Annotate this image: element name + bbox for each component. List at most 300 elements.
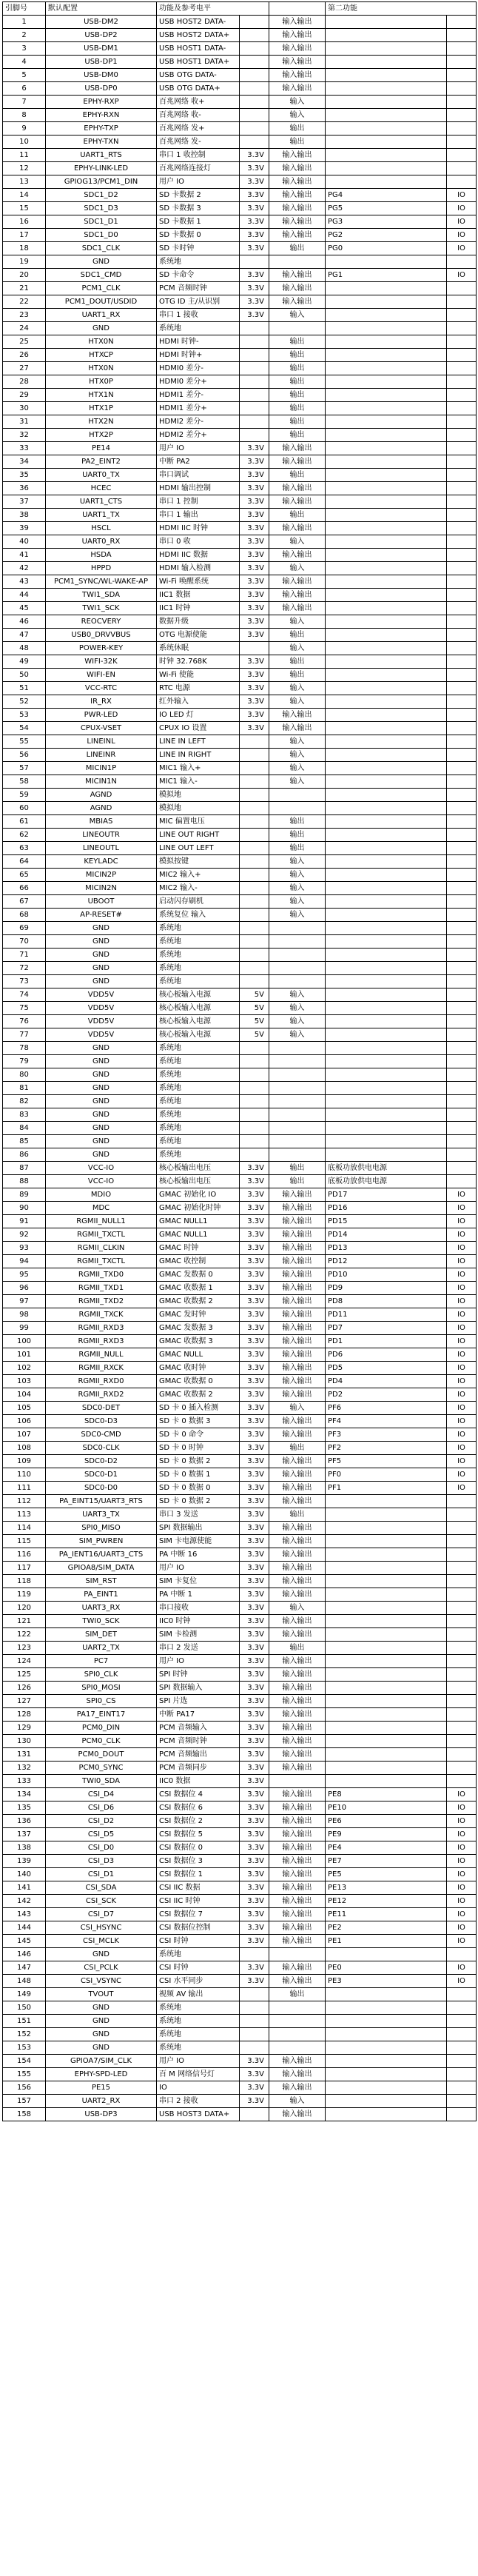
direction: 输入	[269, 735, 326, 749]
pin-number: 24	[3, 322, 46, 335]
direction	[269, 1095, 326, 1108]
function-desc: 系统地	[157, 1068, 240, 1082]
function-desc: HDMI1 差分-	[157, 389, 240, 402]
direction: 输入输出	[269, 1228, 326, 1242]
direction: 输入输出	[269, 1828, 326, 1841]
alt-function	[326, 789, 447, 802]
default-config: SDC1_D3	[46, 202, 157, 215]
function-desc: 系统地	[157, 1082, 240, 1095]
default-config: EPHY-RXN	[46, 109, 157, 122]
function-desc: 串口调试	[157, 469, 240, 482]
direction	[269, 1108, 326, 1122]
alt-io: IO	[447, 1282, 477, 1295]
default-config: CSI_SCK	[46, 1895, 157, 1908]
alt-io	[447, 669, 477, 682]
alt-function	[326, 722, 447, 735]
function-desc: GMAC 发数据 3	[157, 1322, 240, 1335]
function-desc: GMAC 收数据 1	[157, 1282, 240, 1295]
alt-function: PG0	[326, 242, 447, 255]
function-desc: USB OTG DATA-	[157, 69, 240, 82]
voltage: 3.3V	[240, 709, 269, 722]
voltage: 3.3V	[240, 1322, 269, 1335]
alt-io: IO	[447, 1322, 477, 1335]
voltage	[240, 335, 269, 349]
pin-number: 115	[3, 1535, 46, 1548]
alt-function: PF3	[326, 1428, 447, 1442]
function-desc: 串口 1 收控制	[157, 149, 240, 162]
table-row	[3, 962, 477, 975]
voltage: 3.3V	[240, 1335, 269, 1348]
direction: 输入输出	[269, 1522, 326, 1535]
default-config: TWI0_SDA	[46, 1775, 157, 1788]
table-row	[3, 655, 477, 669]
direction: 输出	[269, 655, 326, 669]
default-config: USB-DM0	[46, 69, 157, 82]
alt-function: PD6	[326, 1348, 447, 1362]
table-row	[3, 1402, 477, 1415]
direction: 输入输出	[269, 1322, 326, 1335]
alt-io	[447, 42, 477, 56]
function-desc: 核心板输入电源	[157, 1028, 240, 1042]
default-config: CSI_D3	[46, 1855, 157, 1868]
pin-number: 108	[3, 1442, 46, 1455]
default-config: HTXCP	[46, 349, 157, 362]
alt-io: IO	[447, 1841, 477, 1855]
default-config: UBOOT	[46, 895, 157, 909]
direction: 输入	[269, 749, 326, 762]
function-desc: 模拟按键	[157, 855, 240, 869]
function-desc: SD 卡 0 数据 1	[157, 1468, 240, 1482]
function-desc: HDMI1 差分+	[157, 402, 240, 415]
pin-number: 46	[3, 615, 46, 629]
direction: 输出	[269, 429, 326, 442]
pin-number: 154	[3, 2055, 46, 2068]
voltage	[240, 402, 269, 415]
direction	[269, 789, 326, 802]
default-config: PE15	[46, 2081, 157, 2095]
default-config: RGMII_TXD2	[46, 1295, 157, 1308]
alt-function: PD12	[326, 1255, 447, 1268]
pin-number: 25	[3, 335, 46, 349]
pin-number: 49	[3, 655, 46, 669]
direction: 输入	[269, 615, 326, 629]
voltage	[240, 322, 269, 335]
voltage: 3.3V	[240, 1428, 269, 1442]
function-desc: 串口 3 发送	[157, 1508, 240, 1522]
function-desc: CSI 数据位控制	[157, 1921, 240, 1935]
direction: 输入输出	[269, 1615, 326, 1628]
default-config: VCC-IO	[46, 1162, 157, 1175]
header-pin: 引脚号	[3, 2, 46, 16]
table-row	[3, 1455, 477, 1468]
alt-function	[326, 1082, 447, 1095]
table-row	[3, 1095, 477, 1108]
pin-number: 13	[3, 175, 46, 189]
alt-function	[326, 669, 447, 682]
direction: 输入输出	[269, 1935, 326, 1948]
direction	[269, 255, 326, 269]
default-config: USB-DP1	[46, 56, 157, 69]
voltage: 3.3V	[240, 1801, 269, 1815]
direction: 输入输出	[269, 1255, 326, 1268]
alt-io	[447, 415, 477, 429]
alt-io: IO	[447, 1415, 477, 1428]
alt-function: PE4	[326, 1841, 447, 1855]
alt-function: PE13	[326, 1881, 447, 1895]
pin-number: 96	[3, 1282, 46, 1295]
function-desc: GMAC 发时钟	[157, 1308, 240, 1322]
alt-io	[447, 722, 477, 735]
function-desc: 红外输入	[157, 695, 240, 709]
voltage: 3.3V	[240, 1562, 269, 1575]
function-desc: HDMI IIC 数据	[157, 549, 240, 562]
direction: 输出	[269, 1162, 326, 1175]
table-row	[3, 2055, 477, 2068]
alt-io: IO	[447, 1468, 477, 1482]
direction: 输出	[269, 136, 326, 149]
alt-function	[326, 42, 447, 56]
pin-number: 155	[3, 2068, 46, 2081]
pin-number: 19	[3, 255, 46, 269]
table-row	[3, 2108, 477, 2121]
voltage	[240, 895, 269, 909]
direction: 输入输出	[269, 1682, 326, 1695]
alt-io	[447, 1615, 477, 1628]
table-row	[3, 1428, 477, 1442]
direction	[269, 802, 326, 815]
pin-number: 23	[3, 309, 46, 322]
default-config: MICIN2N	[46, 882, 157, 895]
alt-function	[326, 909, 447, 922]
alt-io: IO	[447, 242, 477, 255]
table-row	[3, 589, 477, 602]
alt-function	[326, 2068, 447, 2081]
default-config: VDD5V	[46, 988, 157, 1002]
pin-number: 36	[3, 482, 46, 495]
table-row	[3, 1508, 477, 1522]
voltage: 3.3V	[240, 575, 269, 589]
default-config: SPI0_CLK	[46, 1668, 157, 1682]
default-config: PCM0_DOUT	[46, 1748, 157, 1762]
voltage	[240, 1948, 269, 1961]
voltage: 3.3V	[240, 602, 269, 615]
pin-number: 91	[3, 1215, 46, 1228]
table-header-row	[3, 2, 477, 16]
table-row	[3, 1495, 477, 1508]
default-config: LINEOUTL	[46, 842, 157, 855]
alt-io: IO	[447, 1362, 477, 1375]
alt-function: PE2	[326, 1921, 447, 1935]
alt-function	[326, 362, 447, 375]
table-row	[3, 1961, 477, 1975]
direction: 输出	[269, 829, 326, 842]
function-desc: 系统地	[157, 2041, 240, 2055]
voltage	[240, 1068, 269, 1082]
default-config: GPIOA7/SIM_CLK	[46, 2055, 157, 2068]
alt-io	[447, 935, 477, 949]
default-config: GND	[46, 1148, 157, 1162]
alt-function	[326, 122, 447, 136]
pin-number: 72	[3, 962, 46, 975]
direction: 输入输出	[269, 722, 326, 735]
alt-io	[447, 949, 477, 962]
alt-function: PD15	[326, 1215, 447, 1228]
direction	[269, 2015, 326, 2028]
default-config: SDC0-D3	[46, 1415, 157, 1428]
alt-io	[447, 2108, 477, 2121]
alt-function	[326, 349, 447, 362]
default-config: HCEC	[46, 482, 157, 495]
table-row	[3, 282, 477, 295]
alt-io	[447, 1068, 477, 1082]
default-config: HTX0N	[46, 362, 157, 375]
voltage: 3.3V	[240, 309, 269, 322]
alt-io	[447, 988, 477, 1002]
alt-function: PD4	[326, 1375, 447, 1388]
direction: 输入输出	[269, 709, 326, 722]
table-row	[3, 975, 477, 988]
voltage	[240, 922, 269, 935]
function-desc: 串口接收	[157, 1602, 240, 1615]
default-config: CSI_SDA	[46, 1881, 157, 1895]
alt-function	[326, 255, 447, 269]
alt-function	[326, 335, 447, 349]
direction: 输入输出	[269, 1895, 326, 1908]
voltage: 3.3V	[240, 1468, 269, 1482]
alt-io: IO	[447, 1388, 477, 1402]
alt-io	[447, 149, 477, 162]
alt-io: IO	[447, 1455, 477, 1468]
pin-number: 114	[3, 1522, 46, 1535]
direction	[269, 1148, 326, 1162]
direction: 输出	[269, 842, 326, 855]
pin-number: 67	[3, 895, 46, 909]
pin-number: 98	[3, 1308, 46, 1322]
default-config: CPUX-VSET	[46, 722, 157, 735]
table-row	[3, 469, 477, 482]
default-config: CSI_MCLK	[46, 1935, 157, 1948]
function-desc: PCM 音频输入	[157, 1722, 240, 1735]
function-desc: GMAC 初始化 IO	[157, 1188, 240, 1202]
pin-number: 131	[3, 1748, 46, 1762]
alt-io	[447, 1522, 477, 1535]
alt-io	[447, 162, 477, 175]
alt-io	[447, 882, 477, 895]
pin-number: 93	[3, 1242, 46, 1255]
table-row	[3, 1722, 477, 1735]
alt-function	[326, 295, 447, 309]
function-desc: LINE IN LEFT	[157, 735, 240, 749]
direction: 输入输出	[269, 589, 326, 602]
voltage: 3.3V	[240, 215, 269, 229]
voltage: 3.3V	[240, 1655, 269, 1668]
direction: 输入输出	[269, 1468, 326, 1482]
table-body	[3, 16, 477, 2121]
alt-function	[326, 282, 447, 295]
pin-number: 125	[3, 1668, 46, 1682]
default-config: PA17_EINT17	[46, 1708, 157, 1722]
table-row	[3, 1202, 477, 1215]
alt-function: PG3	[326, 215, 447, 229]
function-desc: 核心板输入电源	[157, 1015, 240, 1028]
pin-number: 42	[3, 562, 46, 575]
table-row	[3, 1028, 477, 1042]
function-desc: IIC1 数据	[157, 589, 240, 602]
alt-io	[447, 562, 477, 575]
alt-function	[326, 1988, 447, 2001]
table-row	[3, 455, 477, 469]
function-desc: 系统地	[157, 255, 240, 269]
alt-io	[447, 535, 477, 549]
alt-io	[447, 1722, 477, 1735]
direction: 输入输出	[269, 1388, 326, 1402]
pin-number: 151	[3, 2015, 46, 2028]
direction	[269, 1135, 326, 1148]
voltage	[240, 56, 269, 69]
voltage	[240, 42, 269, 56]
pin-number: 16	[3, 215, 46, 229]
direction: 输入输出	[269, 16, 326, 29]
alt-function: PD5	[326, 1362, 447, 1375]
default-config: PWR-LED	[46, 709, 157, 722]
default-config: UART2_TX	[46, 1642, 157, 1655]
voltage: 3.3V	[240, 1188, 269, 1202]
default-config: MICIN1P	[46, 762, 157, 775]
alt-io	[447, 109, 477, 122]
default-config: GND	[46, 2015, 157, 2028]
pin-number: 39	[3, 522, 46, 535]
pin-number: 31	[3, 415, 46, 429]
alt-io	[447, 589, 477, 602]
alt-io	[447, 282, 477, 295]
pin-number: 29	[3, 389, 46, 402]
voltage	[240, 415, 269, 429]
direction: 输入输出	[269, 1628, 326, 1642]
default-config: RGMII_RXD0	[46, 1375, 157, 1388]
alt-function	[326, 1615, 447, 1628]
pin-number: 47	[3, 629, 46, 642]
pin-number: 132	[3, 1762, 46, 1775]
table-row	[3, 202, 477, 215]
function-desc: GMAC 收数据 0	[157, 1375, 240, 1388]
direction: 输入	[269, 775, 326, 789]
function-desc: 用户 IO	[157, 442, 240, 455]
pin-number: 15	[3, 202, 46, 215]
function-desc: 系统地	[157, 1108, 240, 1122]
voltage: 3.3V	[240, 1735, 269, 1748]
pin-number: 69	[3, 922, 46, 935]
direction: 输入	[269, 855, 326, 869]
table-row	[3, 1988, 477, 2001]
table-row	[3, 1335, 477, 1348]
alt-io: IO	[447, 1895, 477, 1908]
function-desc: GMAC 收数据 2	[157, 1388, 240, 1402]
alt-io	[447, 1682, 477, 1695]
table-row	[3, 549, 477, 562]
table-row	[3, 1682, 477, 1695]
alt-io	[447, 1495, 477, 1508]
alt-io	[447, 762, 477, 775]
voltage	[240, 775, 269, 789]
default-config: GND	[46, 922, 157, 935]
alt-function	[326, 2081, 447, 2095]
voltage	[240, 909, 269, 922]
default-config: UART0_RX	[46, 535, 157, 549]
default-config: AP-RESET#	[46, 909, 157, 922]
alt-io	[447, 975, 477, 988]
table-row	[3, 1042, 477, 1055]
alt-function	[326, 69, 447, 82]
alt-function	[326, 389, 447, 402]
alt-function	[326, 1735, 447, 1748]
function-desc: USB HOST2 DATA+	[157, 29, 240, 42]
alt-function: PF1	[326, 1482, 447, 1495]
voltage: 5V	[240, 1028, 269, 1042]
alt-function	[326, 1642, 447, 1655]
default-config: CSI_HSYNC	[46, 1921, 157, 1935]
alt-function	[326, 1722, 447, 1735]
function-desc: IIC1 时钟	[157, 602, 240, 615]
default-config: SIM_RST	[46, 1575, 157, 1588]
default-config: SDC1_CLK	[46, 242, 157, 255]
function-desc: PA 中断 1	[157, 1588, 240, 1602]
pin-number: 85	[3, 1135, 46, 1148]
direction: 输入输出	[269, 1908, 326, 1921]
voltage: 3.3V	[240, 1921, 269, 1935]
direction: 输入	[269, 1602, 326, 1615]
alt-function	[326, 1762, 447, 1775]
voltage: 3.3V	[240, 669, 269, 682]
alt-io: IO	[447, 1215, 477, 1228]
alt-function	[326, 162, 447, 175]
default-config: RGMII_CLKIN	[46, 1242, 157, 1255]
voltage	[240, 975, 269, 988]
function-desc: USB HOST1 DATA-	[157, 42, 240, 56]
default-config: GND	[46, 1068, 157, 1082]
voltage: 3.3V	[240, 1522, 269, 1535]
voltage	[240, 1095, 269, 1108]
default-config: GND	[46, 935, 157, 949]
table-row	[3, 415, 477, 429]
voltage: 3.3V	[240, 1615, 269, 1628]
alt-function: PE8	[326, 1788, 447, 1801]
pin-number: 61	[3, 815, 46, 829]
function-desc: LINE OUT LEFT	[157, 842, 240, 855]
function-desc: GMAC 时钟	[157, 1242, 240, 1255]
pin-number: 78	[3, 1042, 46, 1055]
default-config: USB-DM2	[46, 16, 157, 29]
function-desc: 用户 IO	[157, 2055, 240, 2068]
alt-io: IO	[447, 1801, 477, 1815]
direction: 输入输出	[269, 1695, 326, 1708]
default-config: GND	[46, 1122, 157, 1135]
alt-function	[326, 136, 447, 149]
alt-io	[447, 522, 477, 535]
function-desc: IO	[157, 2081, 240, 2095]
pin-number: 28	[3, 375, 46, 389]
direction	[269, 1068, 326, 1082]
pin-number: 100	[3, 1335, 46, 1348]
direction: 输入输出	[269, 455, 326, 469]
table-row	[3, 2015, 477, 2028]
default-config: CSI_D2	[46, 1815, 157, 1828]
function-desc: GMAC 初始化时钟	[157, 1202, 240, 1215]
direction: 输入输出	[269, 1855, 326, 1868]
alt-function	[326, 1668, 447, 1682]
voltage: 3.3V	[240, 1495, 269, 1508]
table-row	[3, 1868, 477, 1881]
alt-io: IO	[447, 1868, 477, 1881]
